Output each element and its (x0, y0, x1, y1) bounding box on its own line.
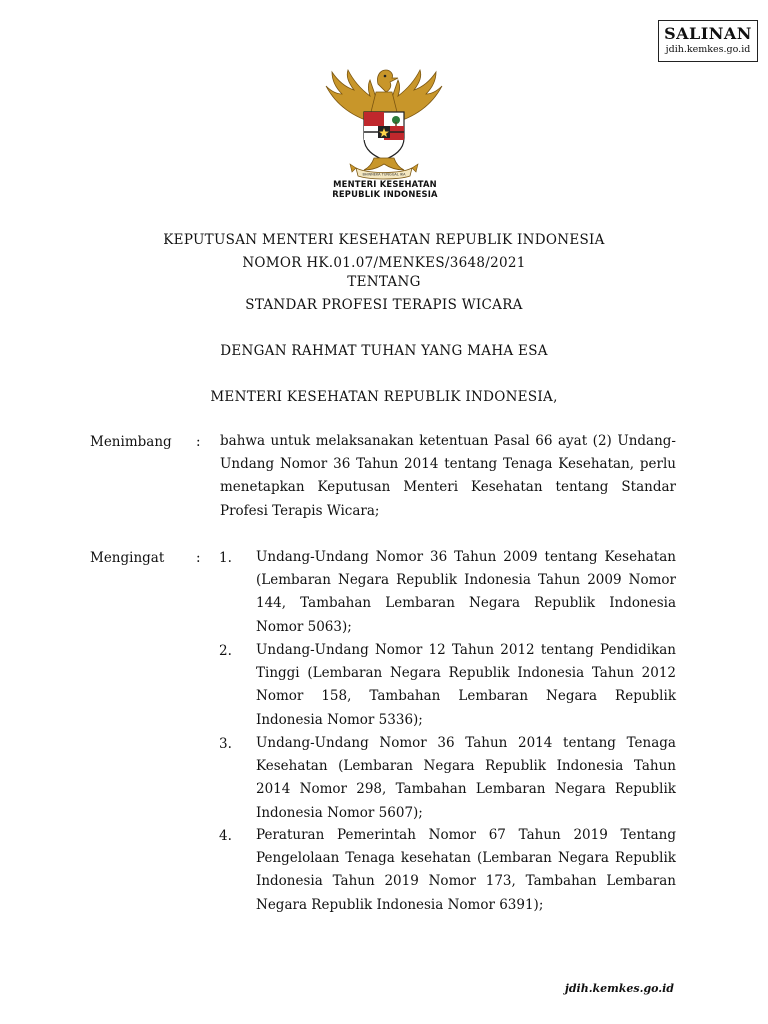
salinan-stamp (658, 20, 758, 62)
mengingat-item-number: 2. (219, 643, 232, 659)
footer-url: jdih.kemkes.go.id (564, 982, 674, 995)
mengingat-label: Mengingat (90, 550, 165, 566)
emblem-caption (300, 180, 470, 199)
menimbang-text: bahwa untuk melaksanakan ketentuan Pasal 66 ayat (2) Undang-Undang Nomor 36 Tahun 2014 tentang Tenaga Kesehatan, perlu menetapkan Keputusan Menteri Kesehatan tentang Standar Profesi Terapis Wicara; (220, 433, 676, 519)
emblem-caption-line1: MENTERI KESEHATAN (333, 179, 437, 189)
menimbang-label: Menimbang (90, 434, 172, 450)
stamp-title: SALINAN (664, 24, 752, 43)
decree-about: TENTANG (347, 274, 421, 290)
emblem-caption-line2: REPUBLIK INDONESIA (332, 188, 438, 199)
mengingat-item-text: Undang-Undang Nomor 36 Tahun 2009 tentang Kesehatan (Lembaran Negara Republik Indonesia Tahun 2009 Nomor 144, Tambahan Lembaran Negara Republik Indonesia Nomor 5063); (256, 549, 676, 635)
minister-line: MENTERI KESEHATAN REPUBLIK INDONESIA, (210, 389, 558, 405)
mengingat-item-number: 1. (219, 550, 232, 566)
decree-title: KEPUTUSAN MENTERI KESEHATAN REPUBLIK INDONESIA (163, 232, 605, 248)
garuda-pancasila-emblem-icon (318, 64, 450, 182)
mengingat-item-number: 4. (219, 828, 232, 844)
stamp-url: jdih.kemkes.go.id (665, 44, 751, 55)
mengingat-colon: : (196, 550, 201, 566)
motto-text: BHINNEKA TUNGGAL IKA (362, 172, 406, 177)
decree-number: NOMOR HK.01.07/MENKES/3648/2021 (242, 255, 526, 271)
menimbang-colon: : (196, 434, 201, 450)
mengingat-item-text: Undang-Undang Nomor 36 Tahun 2014 tentang Tenaga Kesehatan (Lembaran Negara Republik Indonesia Tahun 2014 Nomor 298, Tambahan Lembaran Negara Republik Indonesia Nomor 5607); (256, 735, 676, 821)
mengingat-item-text: Undang-Undang Nomor 12 Tahun 2012 tentang Pendidikan Tinggi (Lembaran Negara Republik Indonesia Tahun 2012 Nomor 158, Tambahan Lembaran Negara Republik Indonesia Nomor 5336); (256, 642, 676, 728)
mengingat-item-text: Peraturan Pemerintah Nomor 67 Tahun 2019 Tentang Pengelolaan Tenaga kesehatan (Lembaran Negara Republik Indonesia Tahun 2019 Nomor 173, Tambahan Lembaran Negara Republik Indonesia Nomor 6391); (256, 827, 676, 913)
mengingat-item-number: 3. (219, 736, 232, 752)
decree-subject: STANDAR PROFESI TERAPIS WICARA (245, 297, 523, 313)
invocation: DENGAN RAHMAT TUHAN YANG MAHA ESA (220, 343, 548, 359)
